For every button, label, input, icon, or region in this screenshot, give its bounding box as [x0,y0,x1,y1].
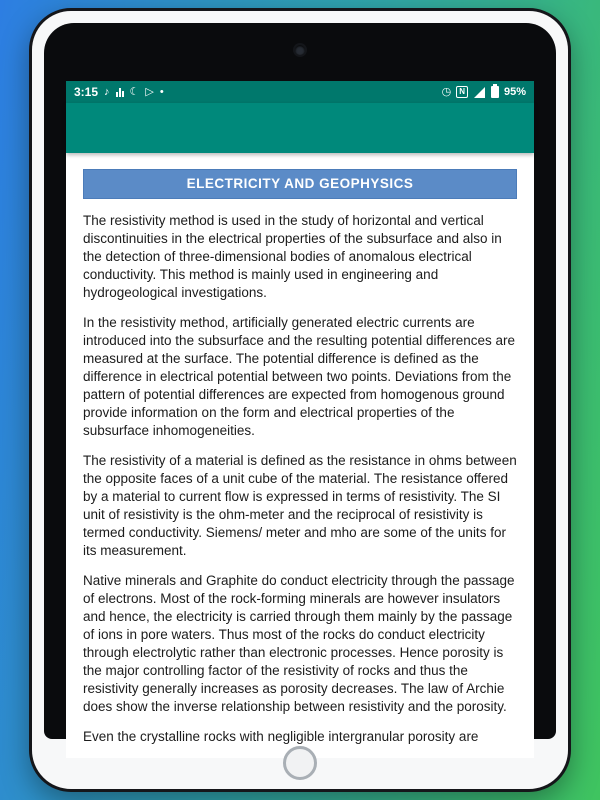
status-right-icons [442,86,526,99]
app-toolbar [66,103,534,153]
android-status-bar [66,81,534,103]
signal-strength-icon [473,86,486,99]
alarm-clock-icon: ◷ [441,85,452,98]
music-note-icon: ♪ [104,85,110,98]
equalizer-icon [116,88,124,97]
article-title: ELECTRICITY AND GEOPHYSICS [186,176,414,191]
battery-percent: 95% [503,86,526,98]
battery-icon [491,86,499,98]
article-paragraph: Native minerals and Graphite do conduct electricity through the passage of electrons. Most of the rock-forming minerals are however insulators and hence, the electricity is carried through them mainly by the passage of ions in pore waters. Thus most of the rocks do conduct electricity through electrolytic rather than electronic processes. Hence porosity is the major controlling factor of the resistivity of rocks and thus the resistivity generally increases as porosity decreases. The law of Archie does show the inverse relationship between resistivity and the porosity. [83,573,515,714]
article-title-bar [83,169,517,199]
article-paragraph: In the resistivity method, artificially generated electric currents are introduced into the subsurface and the resulting potential differences are measured at the surface. The potential difference is defined as the difference in electrical potential between two points. Deviations from the pattern of potential differences are expected from homogenous ground provide information on the form and electrical properties of the subsurface inhomogeneities. [83,315,516,438]
play-icon: ▷ [145,85,154,98]
article-paragraph: Even the crystalline rocks with negligible intergranular porosity are [83,729,479,744]
home-button[interactable] [283,746,317,780]
tablet-device-frame [29,8,571,792]
tablet-screen-bezel [44,23,556,744]
notification-dot-icon: • [159,85,164,98]
tablet-chin [32,737,568,789]
article-paragraph: The resistivity of a material is defined as the resistance in ohms between the opposite faces of a unit cube of the material. The resistance offered by a material to current flow is expressed in terms of resistivity. The SI unit of resistivity is the ohm-meter and the reciprocal of resistivity is termed conductivity. Siemens/ meter and mho are some of the units for its measurement. [83,453,517,558]
device-screen [66,81,534,744]
moon-icon: ☾ [129,85,140,98]
article-paragraph: The resistivity method is used in the study of horizontal and vertical discontinuities in the electrical properties of the subsurface and also in the detection of three-dimensional bodies of anomalous electrical conductivity. This method is mainly used in engineering and hydrogeological investigations. [83,213,502,300]
article-content[interactable] [66,153,534,758]
status-time: 3:15 [74,85,99,99]
nfc-icon: N [456,86,468,98]
front-camera-icon [295,45,305,55]
